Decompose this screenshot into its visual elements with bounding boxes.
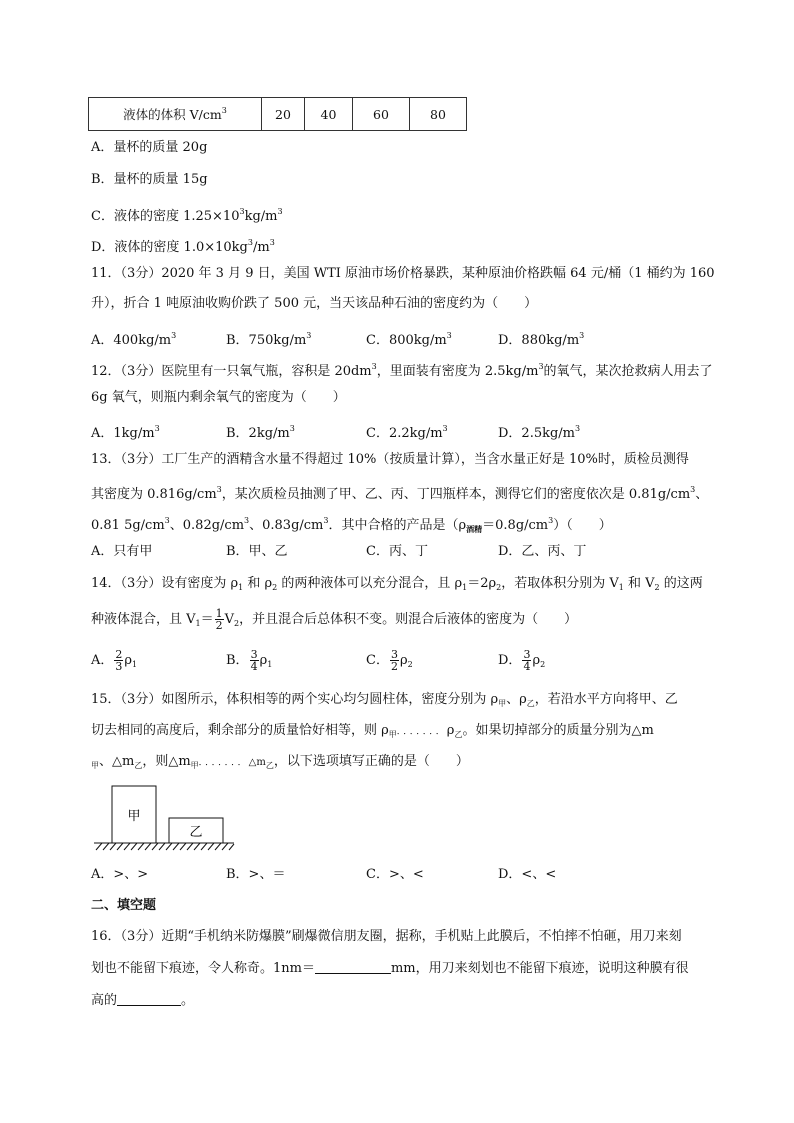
subscript: 甲 — [190, 761, 199, 770]
subscript: 乙 — [134, 761, 143, 770]
superscript: 3 — [446, 331, 452, 340]
text: 和 ρ — [243, 576, 273, 591]
option-text: C．800kg/m — [366, 333, 447, 348]
superscript: 3 — [579, 331, 585, 340]
text: ，里面装有密度为 2.5kg/m — [376, 364, 539, 379]
q15-text-line2 — [91, 721, 654, 745]
text: 、0.83g/cm — [249, 518, 324, 533]
subscript: 乙 — [265, 761, 274, 770]
subscript: 2 — [540, 660, 546, 669]
rho-symbol: ρ — [259, 653, 268, 668]
text: ，以下选项填写正确的是（ ） — [273, 754, 469, 769]
q13-option-d: D．乙、丙、丁 — [498, 544, 587, 559]
q11-option-b — [226, 326, 311, 351]
superscript: 3 — [247, 238, 253, 247]
option-text: /m — [252, 240, 270, 255]
rho-symbol: ρ — [124, 653, 133, 668]
ground-hatch — [96, 843, 234, 850]
q11-option-c — [366, 326, 452, 351]
subscript: 1 — [195, 619, 201, 628]
q10-option-d — [91, 233, 275, 258]
subscript: 1 — [462, 583, 468, 592]
q14-option-c — [366, 648, 413, 678]
text: 14．（3分）设有密度为 ρ — [91, 576, 239, 591]
q12-text-line1 — [91, 357, 713, 382]
superscript: 3 — [538, 362, 544, 371]
text: 、△m — [99, 754, 135, 769]
text: △m — [248, 757, 266, 768]
numerator: 3 — [390, 648, 398, 661]
superscript: 3 — [548, 516, 554, 525]
option-text: D．880kg/m — [498, 333, 580, 348]
text: 、ρ — [506, 692, 527, 707]
q16-text-line3 — [91, 991, 194, 1011]
q15-text-line1 — [91, 690, 678, 714]
answer-blank[interactable] — [117, 991, 181, 1006]
table-header-text: 液体的体积 V/cm — [123, 107, 222, 122]
text: 12．（3分）医院里有一只氧气瓶，容积是 20dm — [91, 364, 372, 379]
q15-option-a: A．>、> — [91, 867, 149, 882]
superscript: 3 — [289, 424, 295, 433]
text: ，则△m — [142, 754, 191, 769]
numerator: 2 — [115, 648, 123, 661]
subscript: 1 — [618, 583, 624, 592]
q10-option-a: A．量杯的质量 20g — [91, 140, 208, 155]
text: mm，用刀来刻划也不能留下痕迹，说明这种膜有很 — [390, 961, 689, 976]
q12-text-line2: 6g 氧气，则瓶内剩余氧气的密度为（ ） — [91, 390, 346, 405]
q10-option-c — [91, 202, 283, 227]
numerator: 3 — [523, 648, 531, 661]
option-text: B．750kg/m — [226, 333, 307, 348]
subscript: 乙 — [454, 730, 463, 739]
text: 高的 — [91, 993, 118, 1008]
text: ）（ ） — [553, 518, 612, 533]
answer-blank-dots: ．．．．．．． — [396, 727, 447, 737]
subscript: 2 — [496, 583, 502, 592]
table-cell: 40 — [305, 98, 353, 131]
q12-option-a — [91, 419, 160, 444]
table-cell: 20 — [262, 98, 305, 131]
q16-text-line1: 16．（3分）近期“手机纳米防爆膜”刷爆微信朋友圈，据称，手机贴上此膜后，不怕摔不怕砸，用刀来刻 — [91, 929, 682, 944]
subscript: 2 — [234, 619, 240, 628]
text: 切去相同的高度后，剩余部分的质量恰好相等，则 ρ — [91, 723, 389, 738]
rho-symbol: ρ — [532, 653, 541, 668]
q14-option-b — [226, 648, 272, 678]
q14-option-d — [498, 648, 545, 678]
text: 15．（3分）如图所示，体积相等的两个实心均匀圆柱体，密度分别为 ρ — [91, 692, 499, 707]
text: ＝0.8g/cm — [482, 518, 549, 533]
fraction — [390, 649, 399, 672]
subscript: 2 — [407, 660, 413, 669]
text: ＝2ρ — [467, 576, 497, 591]
text: V — [224, 612, 235, 627]
text: 的这两 — [659, 576, 703, 591]
subscript: 2 — [272, 583, 278, 592]
text: ，某次质检员抽测了甲、乙、丙、丁四瓶样本，测得它们的密度依次是 0.81g/cm — [221, 487, 691, 502]
superscript: 3 — [323, 516, 329, 525]
fraction — [522, 649, 531, 672]
text: 0.81 5g/cm — [91, 518, 165, 533]
subscript: 甲 — [498, 699, 507, 708]
option-text: A．400kg/m — [91, 333, 172, 348]
q11-text-line2: 升），折合 1 吨原油收购价跌了 500 元，当天该品种石油的密度约为（ ） — [91, 296, 538, 311]
q12-option-d — [498, 419, 580, 444]
option-text: D．2.5kg/m — [498, 426, 576, 441]
text: ，若沿水平方向将甲、乙 — [534, 692, 678, 707]
q13-text-line3 — [91, 511, 612, 539]
q15-option-c: C．>、< — [366, 867, 424, 882]
subscript: 乙 — [526, 699, 535, 708]
q11-option-d — [498, 326, 584, 351]
q16-text-line2 — [91, 959, 689, 979]
fraction — [250, 649, 259, 672]
text: 和 V — [623, 576, 655, 591]
q12-option-b — [226, 419, 295, 444]
q14-text-line1 — [91, 574, 703, 598]
rho-symbol: ρ — [399, 653, 408, 668]
q14-option-a — [91, 648, 137, 678]
q14-text-line2 — [91, 607, 577, 637]
superscript: 3 — [277, 207, 283, 216]
superscript: 3 — [575, 424, 581, 433]
cylinders-figure — [88, 782, 238, 854]
fraction — [215, 608, 224, 631]
answer-blank[interactable] — [315, 959, 391, 974]
subscript: 酒精 — [466, 524, 483, 534]
superscript: 3 — [269, 238, 275, 247]
fraction — [114, 649, 123, 672]
text: ，若取体积分别为 V — [501, 576, 619, 591]
superscript: 3 — [244, 516, 250, 525]
superscript: 3 — [171, 331, 177, 340]
option-label: B． — [226, 653, 249, 668]
answer-blank-dots: ．．．．．．． — [198, 758, 249, 768]
text: 划也不能留下痕迹，令人称奇。1nm＝ — [91, 961, 315, 976]
table-header-cell — [89, 98, 262, 131]
q12-option-c — [366, 419, 448, 444]
option-label: D． — [498, 653, 522, 668]
text: 其密度为 0.816g/cm — [91, 487, 217, 502]
subscript: 甲 — [91, 761, 99, 770]
label-yi: 乙 — [189, 825, 203, 840]
subscript: 2 — [654, 583, 660, 592]
option-text: D．液体的密度 1.0×10kg — [91, 240, 248, 255]
superscript: 3 — [239, 207, 245, 216]
denominator: 3 — [115, 660, 123, 673]
q13-option-a: A．只有甲 — [91, 544, 153, 559]
text: 种液体混合，且 V — [91, 612, 196, 627]
option-text: C．液体的密度 1.25×10 — [91, 209, 240, 224]
text: 。 — [181, 993, 195, 1008]
numerator: 1 — [215, 607, 223, 620]
text: 、 — [695, 487, 709, 502]
text: ρ — [446, 723, 455, 738]
option-text: B．2kg/m — [226, 426, 290, 441]
subscript: 甲 — [388, 730, 397, 739]
denominator: 4 — [523, 660, 531, 673]
text: 的氧气，某次抢救病人用去了 — [543, 364, 713, 379]
option-label: C． — [366, 653, 389, 668]
text: ，并且混合后总体积不变。则混合后液体的密度为（ ） — [239, 612, 578, 627]
table-row — [89, 98, 467, 131]
superscript: 3 — [221, 106, 227, 115]
superscript: 3 — [690, 485, 696, 494]
q10-option-b: B．量杯的质量 15g — [91, 172, 208, 187]
option-text: kg/m — [244, 209, 278, 224]
q15-option-b: B．>、＝ — [226, 867, 286, 882]
q11-text-line1: 11．（3分）2020 年 3 月 9 日，美国 WTI 原油市场价格暴跌，某种原油价格跌幅 64 元/桶（1 桶约为 160 — [91, 266, 715, 281]
text: 、0.82g/cm — [169, 518, 245, 533]
option-text: C．2.2kg/m — [366, 426, 443, 441]
superscript: 3 — [442, 424, 448, 433]
q11-option-a — [91, 326, 176, 351]
q15-text-line3 — [91, 752, 469, 776]
denominator: 2 — [390, 660, 398, 673]
text: 。如果切掉部分的质量分别为△m — [462, 723, 654, 738]
superscript: 3 — [371, 362, 377, 371]
table-cell: 80 — [410, 98, 467, 131]
q15-option-d: D．<、< — [498, 867, 557, 882]
label-jia: 甲 — [127, 809, 141, 824]
text: 的两种液体可以充分混合，且 ρ — [277, 576, 463, 591]
option-label: A． — [91, 653, 114, 668]
superscript: 3 — [216, 485, 222, 494]
volume-table — [88, 97, 467, 131]
superscript: 3 — [164, 516, 170, 525]
q13-text-line2 — [91, 480, 708, 505]
subscript: 1 — [238, 583, 244, 592]
q13-option-c: C．丙、丁 — [366, 544, 428, 559]
q13-option-b: B．甲、乙 — [226, 544, 288, 559]
denominator: 4 — [250, 660, 258, 673]
table-cell: 60 — [353, 98, 410, 131]
denominator: 2 — [215, 619, 223, 632]
superscript: 3 — [154, 424, 160, 433]
section-heading: 二、填空题 — [91, 898, 157, 913]
subscript: 1 — [267, 660, 273, 669]
subscript: 1 — [132, 660, 138, 669]
text: ＝ — [200, 612, 214, 627]
option-text: A．1kg/m — [91, 426, 155, 441]
superscript: 3 — [306, 331, 312, 340]
q13-text-line1: 13．（3分）工厂生产的酒精含水量不得超过 10%（按质量计算），当含水量正好是 10%时，质检员测得 — [91, 452, 689, 467]
numerator: 3 — [250, 648, 258, 661]
text: ．其中合格的产品是（ρ — [328, 518, 467, 533]
